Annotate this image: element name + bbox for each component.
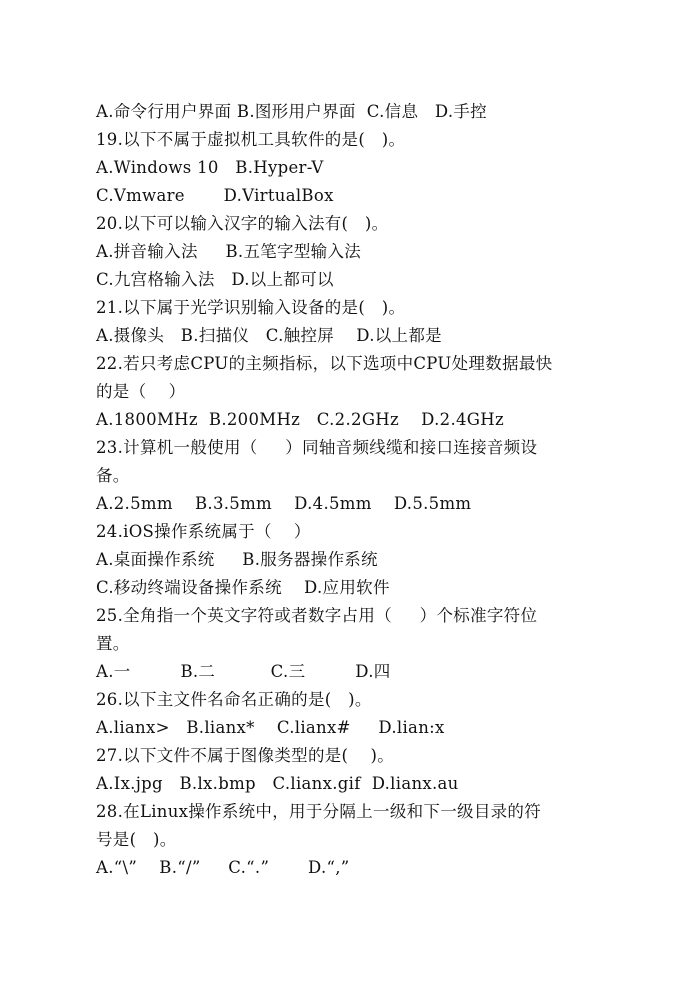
- question-28: 28.在Linux操作系统中，用于分隔上一级和下一级目录的符: [96, 802, 542, 821]
- question-21: 21.以下属于光学识别输入设备的是( )。: [96, 298, 406, 317]
- option-line: A.命令行用户界面 B.图形用户界面 C.信息 D.手控: [96, 102, 487, 121]
- question-23: 23.计算机一般使用（ ）同轴音频线缆和接口连接音频设: [96, 438, 538, 457]
- question-27: 27.以下文件不属于图像类型的是( )。: [96, 746, 394, 765]
- question-25-cont: 置。: [96, 634, 130, 653]
- question-22: 22.若只考虑CPU的主频指标，以下选项中CPU处理数据最快: [96, 354, 553, 373]
- option-line: A.2.5mm B.3.5mm D.4.5mm D.5.5mm: [96, 494, 472, 513]
- question-22-cont: 的是（ ）: [96, 382, 186, 401]
- question-26: 26.以下主文件名命名正确的是( )。: [96, 690, 372, 709]
- option-line: A.一 B.二 C.三 D.四: [96, 662, 391, 681]
- option-line: A.桌面操作系统 B.服务器操作系统: [96, 550, 378, 569]
- option-line: A.拼音输入法 B.五笔字型输入法: [96, 242, 362, 261]
- question-24: 24.iOS操作系统属于（ ）: [96, 522, 311, 541]
- option-line: A.“\” B.“/” C.“.” D.“,”: [96, 858, 350, 877]
- question-25: 25.全角指一个英文字符或者数字占用（ ）个标准字符位: [96, 606, 538, 625]
- option-line: C.Vmware D.VirtualBox: [96, 186, 334, 205]
- question-19: 19.以下不属于虚拟机工具软件的是( )。: [96, 130, 406, 149]
- option-line: A.lianx> B.lianx* C.lianx# D.lian:x: [96, 718, 445, 737]
- question-28-cont: 号是( )。: [96, 830, 177, 849]
- option-line: C.九宫格输入法 D.以上都可以: [96, 270, 334, 289]
- option-line: A.摄像头 B.扫描仪 C.触控屏 D.以上都是: [96, 326, 442, 345]
- question-20: 20.以下可以输入汉字的输入法有( )。: [96, 214, 389, 233]
- option-line: A.Ix.jpg B.lx.bmp C.lianx.gif D.lianx.au: [96, 774, 459, 793]
- question-list: [96, 98, 608, 882]
- option-line: A.Windows 10 B.Hyper-V: [96, 158, 324, 177]
- option-line: A.1800MHz B.200MHz C.2.2GHz D.2.4GHz: [96, 410, 504, 429]
- question-23-cont: 备。: [96, 466, 130, 485]
- option-line: C.移动终端设备操作系统 D.应用软件: [96, 578, 390, 597]
